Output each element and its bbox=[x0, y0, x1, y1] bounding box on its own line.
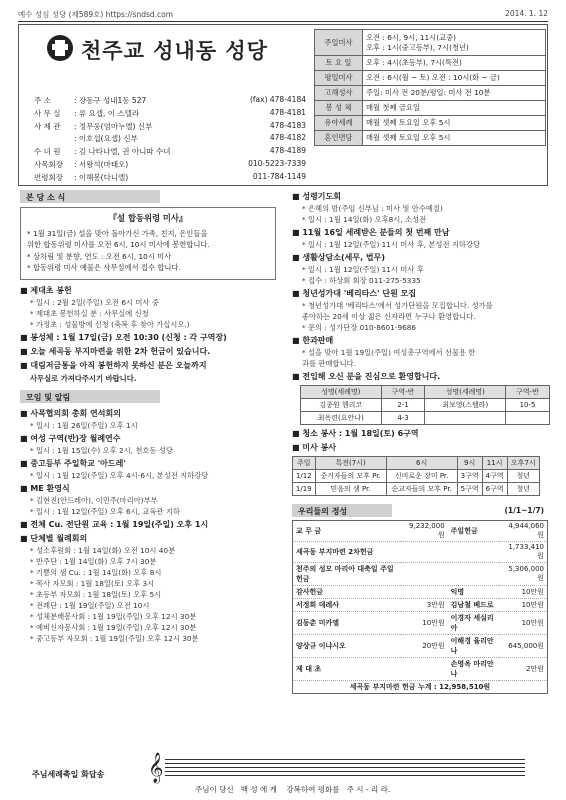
item-heading: ■ 11월 16일 세례받은 분들의 첫 번째 만남 bbox=[292, 228, 450, 237]
item-title: 사목협의회 총회 연석회의 bbox=[30, 409, 121, 418]
finance-row bbox=[293, 586, 548, 599]
table-cell: 2-1 bbox=[381, 399, 425, 412]
issue-date: 2014. 1. 12 bbox=[505, 9, 548, 18]
finance-row bbox=[293, 563, 548, 586]
finance-cell: 감사헌금 bbox=[293, 586, 400, 599]
finance-cell: 천주의 성모 마리아 대축일 주일헌금 bbox=[293, 563, 400, 586]
news-note: 사무실로 가져다주시기 바랍니다. bbox=[30, 373, 137, 383]
item-detail: * 접수 : 하상회 회장 011-275-5335 bbox=[302, 276, 421, 285]
staff-phone: (fax) 478-4184 bbox=[249, 95, 306, 104]
staff-phone: 478-4181 bbox=[269, 107, 306, 117]
staff-row bbox=[34, 108, 306, 121]
item-detail: * 은혜의 밤(주임 신부님 : 미사 및 안수예절) bbox=[302, 204, 443, 213]
item-detail: * 초등부 자모회 : 1월 18일(토) 오후 5시 bbox=[30, 590, 162, 599]
list-item bbox=[292, 334, 548, 369]
table-cell: 5구역 bbox=[457, 483, 482, 496]
table-header: 구역-반 bbox=[506, 386, 550, 399]
finance-cell: 이경자 세실리아 bbox=[448, 612, 500, 635]
schedule-key: 토 요 일 bbox=[315, 56, 363, 71]
schedule-key: 봉 성 체 bbox=[315, 101, 363, 116]
item-detail: * 일시 : 1월 26일(주일) 오후 1시 bbox=[30, 421, 138, 430]
finance-cell: 1,733,410원 bbox=[499, 542, 547, 563]
schedule-value bbox=[363, 71, 546, 86]
item-detail: * 일시 : 1월 12일(주일) 11시 미사 후 bbox=[302, 265, 424, 274]
masthead bbox=[18, 24, 548, 186]
table-header: 9시 bbox=[457, 457, 482, 470]
item-title: 성령기도회 bbox=[302, 192, 341, 201]
schedule-row bbox=[315, 131, 546, 146]
list-item bbox=[20, 457, 276, 481]
finance-period: (1/1~1/7) bbox=[504, 506, 544, 515]
item-heading: ■ 오늘 세곡동 부지마련을 위한 2차 헌금이 있습니다. bbox=[20, 346, 211, 356]
schedule-row bbox=[315, 71, 546, 86]
item-title: 11월 16일 세례받은 분들의 첫 번째 만남 bbox=[302, 228, 450, 237]
list-item bbox=[292, 190, 548, 225]
item-detail: * 전례단 : 1월 19일(주일) 오전 10시 bbox=[30, 601, 150, 610]
staff-row bbox=[34, 121, 306, 134]
mass-schedule bbox=[314, 29, 546, 146]
box-line: * 1월 31일(금) 설을 맞아 돌아가신 가족, 친지, 은인들을 bbox=[27, 228, 208, 238]
item-detail: * 일시 : 1월 12일(주일) 오후 4시-6시, 본성전 지하강당 bbox=[30, 471, 209, 480]
finance-cell: 10만원 bbox=[499, 599, 547, 612]
item-heading: ■ ME 환영식 bbox=[20, 484, 70, 493]
staff-value: : 류 요셉, 이 스텔라 bbox=[74, 108, 140, 118]
table-header: 구역-반 bbox=[381, 386, 425, 399]
treble-clef-icon: 𝄞 bbox=[148, 753, 164, 783]
finance-cell bbox=[400, 658, 448, 681]
finance-cell bbox=[400, 563, 448, 586]
staff-value: : 서왕석(마태오) bbox=[74, 159, 129, 169]
service-table bbox=[292, 456, 540, 496]
staff-value: : 이해봉(다니엘) bbox=[74, 172, 129, 182]
table-header: 오후7시 bbox=[507, 457, 539, 470]
table-cell: 1/12 bbox=[293, 470, 316, 483]
finance-cell: 2만원 bbox=[499, 658, 547, 681]
staff-row bbox=[34, 95, 306, 108]
finance-cell bbox=[400, 542, 448, 563]
item-detail: * 문의 : 성가단장 010-8601-9686 bbox=[302, 323, 417, 332]
list-item: ■ 청소 봉사 : 1월 18일(토) 6구역 bbox=[292, 429, 419, 438]
finance-cell: 10만원 bbox=[400, 612, 448, 635]
staff-key: 사 제 관 bbox=[34, 121, 61, 131]
table-cell: 순교자들의 모후 Pr. bbox=[386, 483, 457, 496]
staff-phone: 478-4182 bbox=[269, 133, 306, 143]
right-column bbox=[292, 190, 548, 694]
item-title: ME 환영식 bbox=[30, 484, 70, 493]
staff-line bbox=[165, 767, 525, 768]
item-title: 단체별 월례회의 bbox=[30, 534, 88, 543]
item-heading: ■ 대림저금통을 아직 봉헌하지 못하신 분은 오늘까지 bbox=[20, 360, 207, 370]
item-detail: * 성체분배봉사회 : 1월 19일(주일) 오후 12시 30분 bbox=[30, 612, 197, 621]
table-cell: 4구역 bbox=[482, 470, 507, 483]
staff-row bbox=[34, 159, 306, 172]
staff-row bbox=[34, 133, 306, 146]
schedule-row bbox=[315, 116, 546, 131]
table-row bbox=[301, 399, 550, 412]
table-cell: 10-5 bbox=[506, 399, 550, 412]
table-cell: 4-3 bbox=[381, 412, 425, 425]
schedule-row bbox=[315, 86, 546, 101]
table-cell bbox=[506, 412, 550, 425]
list-item bbox=[292, 370, 548, 383]
table-header-row bbox=[293, 457, 540, 470]
staff-value: : 정무웅(엄마누엘) 신부 bbox=[74, 121, 153, 131]
finance-cell: 9,232,000원 bbox=[400, 521, 448, 542]
schedule-line: 오전 : 6시, 9시, 11시(교중) bbox=[366, 32, 456, 42]
item-heading: ■ 전입해 오신 분을 진심으로 환영합니다. bbox=[292, 372, 441, 381]
finance-row bbox=[293, 599, 548, 612]
item-title: 봉성체 : 1월 17일(금) 오전 10:30 (신청 : 각 구역장) bbox=[30, 332, 227, 342]
issue-header bbox=[18, 8, 548, 22]
list-item: ■ 미사 봉사 bbox=[292, 443, 337, 452]
schedule-line: 오전 : 6시(월 ~ 토) 오전 : 10시(화 ~ 금) bbox=[366, 73, 500, 82]
schedule-line: 매월 셋째 토요일 오후 5시 bbox=[366, 118, 451, 127]
staff-directory bbox=[34, 95, 306, 185]
item-detail: * 김현진(안드레아), 이민주(마리아)부부 bbox=[30, 496, 158, 505]
item-heading: ■ 전체 Cu. 전단원 교육 : 1월 19일(주일) 오후 1시 bbox=[20, 520, 209, 529]
schedule-line: 오후 : 1시(중고등부), 7시(청년) bbox=[366, 42, 469, 52]
finance-cell: 익명 bbox=[448, 586, 500, 599]
schedule-key: 혼인면담 bbox=[315, 131, 363, 146]
schedule-line: 주일: 미사 전 20분/평일: 미사 전 10분 bbox=[366, 88, 491, 97]
item-title: 생활상담소(세무, 법무) bbox=[302, 253, 386, 262]
box-line: 위한 합동위령 미사를 오전 6시, 10시 미사에 봉헌합니다. bbox=[27, 240, 210, 249]
staff-line bbox=[165, 775, 525, 776]
item-detail: * 일시 : 2월 2일(주일) 오전 6시 미사 중 bbox=[30, 297, 159, 307]
item-title: 한과판매 bbox=[302, 336, 334, 345]
item-detail: * 제대초 봉헌하실 분 : 사무실에 신청 bbox=[30, 308, 149, 318]
table-header-row bbox=[301, 386, 550, 399]
table-cell: 최보영(스텔라) bbox=[425, 399, 506, 412]
staff-value: : 김 나타나엘, 권 아니따 수녀 bbox=[74, 147, 171, 157]
footer-psalm bbox=[20, 753, 550, 795]
table-cell: 중거자들의 모후 Pr. bbox=[315, 470, 386, 483]
item-title: 대림저금통을 아직 봉헌하지 못하신 분은 오늘까지 bbox=[30, 360, 207, 370]
cleaning-service: 청소 봉사 : 1월 18일(토) 6구역 bbox=[302, 429, 419, 438]
item-heading: ■ 봉성체 : 1월 17일(금) 오전 10:30 (신청 : 각 구역장) bbox=[20, 332, 227, 342]
staff-line bbox=[165, 763, 525, 764]
table-header: 성명(세례명) bbox=[301, 386, 382, 399]
list-item bbox=[20, 532, 276, 644]
finance-cell: 제 대 초 bbox=[293, 658, 400, 681]
item-title: 전체 Cu. 전단원 교육 : 1월 19일(주일) 오후 1시 bbox=[30, 520, 209, 529]
staff-row bbox=[34, 172, 306, 185]
item-detail: 과를 판매합니다. bbox=[302, 359, 356, 368]
schedule-value bbox=[363, 101, 546, 116]
table-cell bbox=[425, 412, 506, 425]
psalm-label: 주님세례축일 화답송 bbox=[32, 770, 105, 779]
finance-cell: 손영옥 마리안나 bbox=[448, 658, 500, 681]
item-title: 청년성가대 '베리타스' 단원 모집 bbox=[302, 289, 417, 298]
staff-value: : 이호섭(요셉) 신부 bbox=[74, 134, 138, 144]
finance-row bbox=[293, 635, 548, 658]
list-item bbox=[292, 251, 548, 286]
item-title: 제대초 봉헌 bbox=[30, 285, 72, 295]
item-detail: * 가정초 : 성물방에 신청 (축복 후 찾아 가십시오.) bbox=[30, 319, 190, 329]
list-item bbox=[20, 284, 276, 330]
staff-line bbox=[165, 771, 525, 772]
item-heading: ■ 제대초 봉헌 bbox=[20, 285, 72, 295]
item-title: 중고등부 주일학교 '아드레' bbox=[30, 459, 126, 468]
finance-cell: 4,944,060원 bbox=[499, 521, 547, 542]
finance-cell: 10만원 bbox=[499, 586, 547, 599]
mass-service-title: 미사 봉사 bbox=[302, 443, 337, 452]
box-line: * 상차림 및 분향, 연도 : 오전 6시, 10시 미사 bbox=[27, 251, 172, 261]
finance-cell: 3만원 bbox=[400, 599, 448, 612]
transfer-table bbox=[300, 385, 550, 425]
table-header: 주일 bbox=[293, 457, 316, 470]
finance-total: 세곡동 부지마련 헌금 누계 : 12,958,510원 bbox=[293, 681, 548, 694]
item-detail: * 목사 자모회 : 1월 18일(토) 오후 3시 bbox=[30, 579, 155, 588]
staff-phone: 010-5223-7339 bbox=[248, 158, 306, 168]
staff-key: 사목회장 bbox=[34, 159, 63, 169]
item-detail: * 예비신자봉사회 : 1월 19일(주일) 오후 12시 30분 bbox=[30, 623, 197, 632]
finance-cell: 이해경 율리안나 bbox=[448, 635, 500, 658]
item-detail: * 일시 : 1월 12일(주일) 11시 미사 후, 본성전 지하강당 bbox=[302, 240, 481, 249]
item-heading: ■ 청년성가대 '베리타스' 단원 모집 bbox=[292, 289, 417, 298]
finance-row bbox=[293, 542, 548, 563]
staff-key: 주 소 bbox=[34, 96, 51, 105]
list-item bbox=[20, 345, 276, 358]
staff-line bbox=[165, 759, 525, 760]
schedule-line: 오후 : 4시(초등부), 7시(특전) bbox=[366, 58, 462, 67]
table-cell: 3구역 bbox=[457, 470, 482, 483]
finance-cell bbox=[448, 563, 500, 586]
finance-cell bbox=[400, 586, 448, 599]
finance-row bbox=[293, 658, 548, 681]
list-item bbox=[292, 226, 548, 250]
table-cell: 청년 bbox=[507, 483, 539, 496]
finance-cell: 5,306,000원 bbox=[499, 563, 547, 586]
finance-cell bbox=[448, 542, 500, 563]
finance-cell: 교 무 금 bbox=[293, 521, 400, 542]
item-detail: * 일시 : 1월 14일(화) 오후8시, 소성전 bbox=[302, 215, 427, 224]
finance-row bbox=[293, 521, 548, 542]
table-cell: 믿음의 샘 Pr. bbox=[315, 483, 386, 496]
table-header: 6시 bbox=[386, 457, 457, 470]
schedule-value bbox=[363, 56, 546, 71]
item-detail: * 반주단 : 1월 14일(화) 오후 7시 30분 bbox=[30, 557, 157, 566]
finance-bar: 우리들의 정성 bbox=[292, 504, 392, 517]
table-row bbox=[293, 483, 540, 496]
left-column bbox=[20, 190, 276, 645]
item-detail: * 중고등부 자모회 : 1월 19일(주일) 오후 12시 30분 bbox=[30, 634, 199, 643]
finance-cell: 주일헌금 bbox=[448, 521, 500, 542]
church-logo-icon bbox=[47, 35, 73, 61]
list-item bbox=[20, 482, 276, 517]
table-cell: 신비로운 장미 Pr. bbox=[386, 470, 457, 483]
issue-info: 예수 성심 성당 (제589호) https://sndsd.com bbox=[18, 10, 174, 19]
box-line: * 합동위령 미사 예물은 사무실에서 접수 합니다. bbox=[27, 263, 181, 272]
item-heading: ■ 사목협의회 총회 연석회의 bbox=[20, 409, 121, 418]
table-row bbox=[293, 470, 540, 483]
list-item bbox=[292, 287, 548, 333]
schedule-key: 유아세례 bbox=[315, 116, 363, 131]
schedule-line: 매월 첫째 금요일 bbox=[366, 103, 420, 112]
schedule-line: 매월 셋째 토요일 오후 5시 bbox=[366, 133, 451, 142]
item-heading: ■ 여성 구역(반)장 월례연수 bbox=[20, 434, 121, 443]
item-heading: ■ 성령기도회 bbox=[292, 192, 341, 201]
staff-phone: 011-784-1149 bbox=[252, 171, 306, 181]
finance-cell: 10만원 bbox=[499, 612, 547, 635]
item-heading: ■ 한과판매 bbox=[292, 336, 334, 345]
item-detail: * 성소후원회 : 1월 14일(화) 오전 10시 40분 bbox=[30, 546, 176, 555]
finance-cell: 양상규 이냐시오 bbox=[293, 635, 400, 658]
item-detail: * 설을 맞아 1월 19일(주일) 여성총구역에서 선물용 한 bbox=[302, 348, 476, 357]
table-header: 특전(7시) bbox=[315, 457, 386, 470]
schedule-row bbox=[315, 101, 546, 116]
finance-cell: 20만원 bbox=[400, 635, 448, 658]
table-row bbox=[301, 412, 550, 425]
list-item bbox=[20, 432, 276, 456]
memorial-mass-box bbox=[20, 207, 276, 280]
finance-cell: 서정희 데레사 bbox=[293, 599, 400, 612]
item-title: 여성 구역(반)장 월례연수 bbox=[30, 434, 121, 443]
staff-phone: 478-4183 bbox=[269, 120, 306, 130]
staff-row bbox=[34, 146, 306, 159]
table-cell: 최옥련(요안나) bbox=[301, 412, 382, 425]
schedule-value bbox=[363, 30, 546, 56]
finance-cell: 김남철 베드로 bbox=[448, 599, 500, 612]
staff-key: 연령회장 bbox=[34, 172, 63, 182]
schedule-row bbox=[315, 30, 546, 56]
schedule-key: 평일미사 bbox=[315, 71, 363, 86]
item-title: 오늘 세곡동 부지마련을 위한 2차 헌금이 있습니다. bbox=[30, 346, 211, 356]
table-cell: 김종원 헨리코 bbox=[301, 399, 382, 412]
item-heading: ■ 중고등부 주일학교 '아드레' bbox=[20, 459, 126, 468]
box-title: 『설 합동위령 미사』 bbox=[108, 213, 188, 223]
staff-phone: 478-4189 bbox=[269, 146, 306, 156]
finance-table bbox=[292, 520, 548, 694]
schedule-key: 고해성사 bbox=[315, 86, 363, 101]
list-item bbox=[20, 518, 276, 531]
schedule-value bbox=[363, 86, 546, 101]
table-cell: 청년 bbox=[507, 470, 539, 483]
schedule-value bbox=[363, 116, 546, 131]
table-header: 11시 bbox=[482, 457, 507, 470]
staff-key: 수 녀 원 bbox=[34, 147, 61, 157]
item-heading: ■ 생활상담소(세무, 법무) bbox=[292, 253, 386, 262]
church-title: 천주교 성내동 성당 bbox=[81, 38, 268, 63]
item-detail: * 기쁨의 샘 Cu. : 1월 14일(화) 오후 8시 bbox=[30, 568, 162, 577]
staff-key: 사 무 실 bbox=[34, 108, 61, 118]
item-heading: ■ 단체별 월례회의 bbox=[20, 534, 88, 543]
schedule-key: 주일미사 bbox=[315, 30, 363, 56]
table-cell: 6구역 bbox=[482, 483, 507, 496]
item-detail: 좋아하는 20세 이상 젊은 신자라면 누구나 환영합니다. bbox=[302, 312, 476, 321]
list-item bbox=[20, 407, 276, 431]
psalm-lyrics: 주님이 당신 백 성 에 게 강복하여 평화를 주 시 - 리 라. bbox=[195, 785, 391, 794]
finance-total-row bbox=[293, 681, 548, 694]
table-cell: 1/19 bbox=[293, 483, 316, 496]
item-title: 전입해 오신 분을 진심으로 환영합니다. bbox=[302, 372, 441, 381]
list-item bbox=[20, 331, 276, 344]
finance-cell: 645,000원 bbox=[499, 635, 547, 658]
finance-row bbox=[293, 612, 548, 635]
table-header: 성명(세례명) bbox=[425, 386, 506, 399]
finance-cell: 김동춘 미카엘 bbox=[293, 612, 400, 635]
schedule-row bbox=[315, 56, 546, 71]
schedule-value bbox=[363, 131, 546, 146]
item-detail: * 청년성가대 '베리타스'에서 성가단원을 모집합니다. 성가를 bbox=[302, 301, 493, 310]
item-detail: * 일시 : 1월 15일(수) 오후 2시, 천호동 성당 bbox=[30, 446, 173, 455]
meetings-bar: 모임 및 알림 bbox=[20, 390, 160, 403]
finance-cell: 세곡동 부지마련 2차헌금 bbox=[293, 542, 400, 563]
staff-value: : 강동구 성내1동 527 bbox=[74, 96, 147, 105]
item-detail: * 일시 : 1월 12일(주일) 오후 6시, 교육관 지하 bbox=[30, 507, 180, 516]
list-item bbox=[20, 359, 276, 372]
news-bar: 본 당 소 식 bbox=[20, 190, 160, 203]
